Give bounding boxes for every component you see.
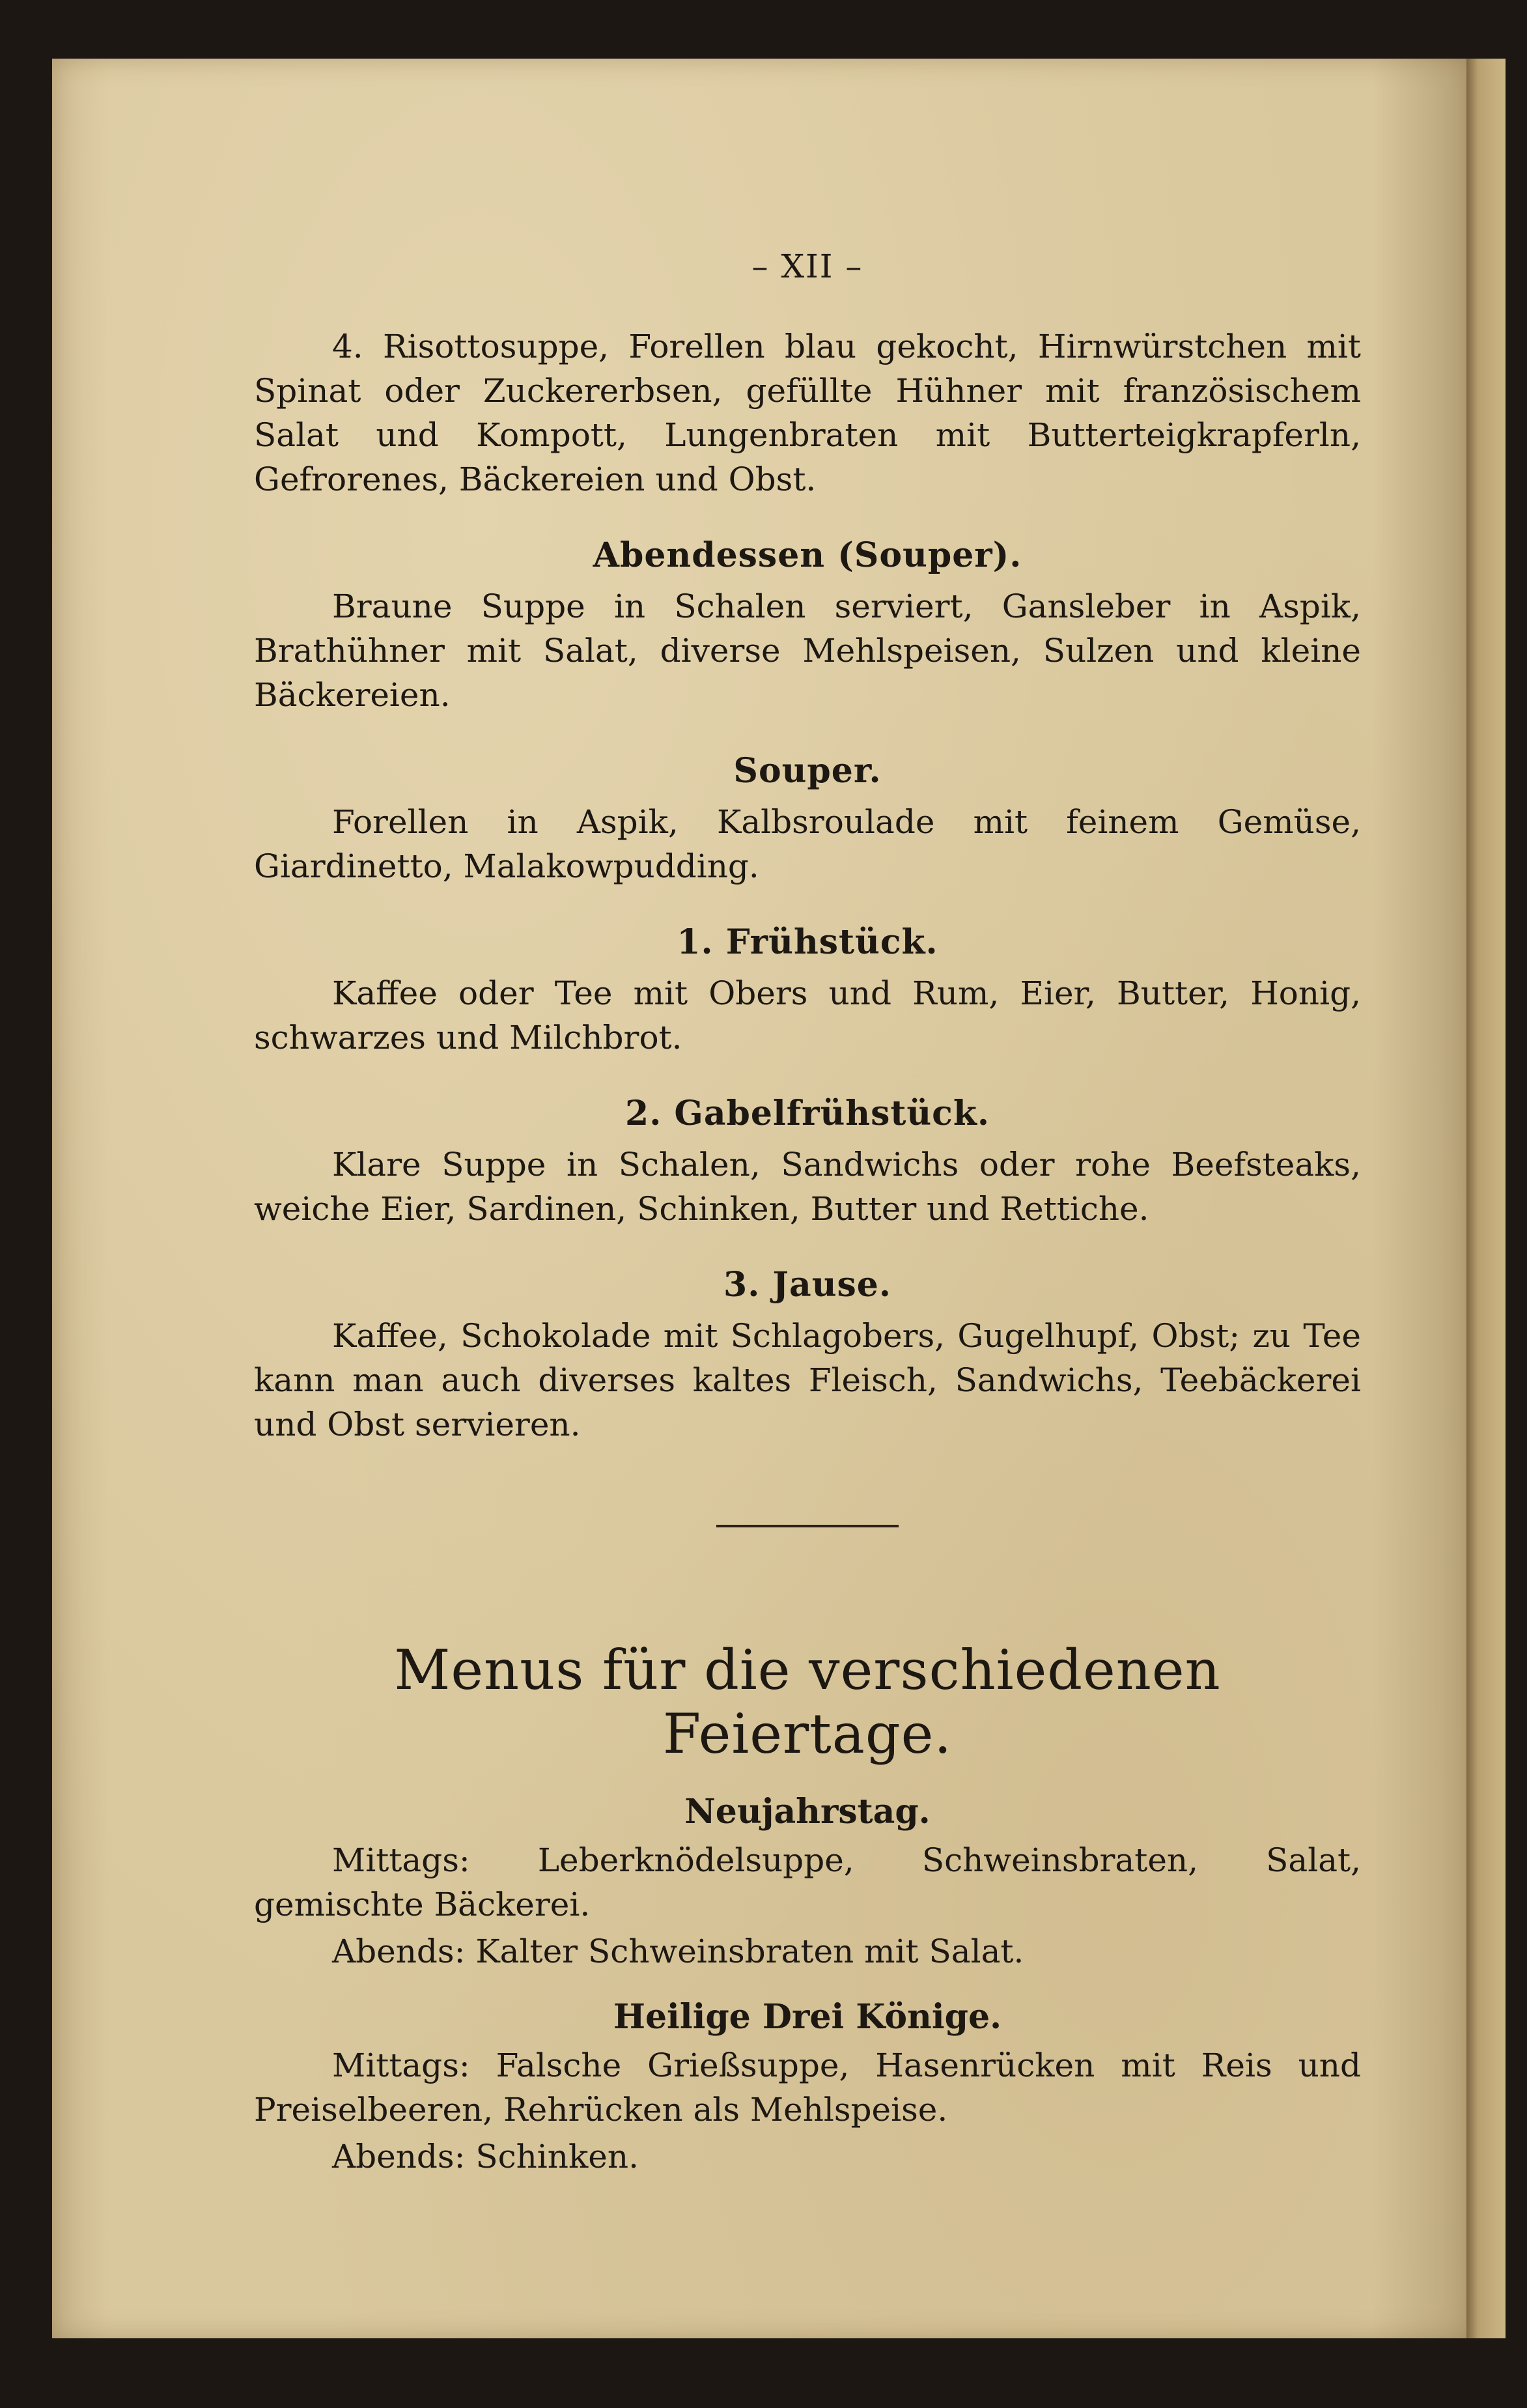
holiday-meal [254, 1929, 1361, 1974]
holiday-heading-new-year: Neujahrstag. [684, 1792, 931, 1832]
section-divider [716, 1525, 899, 1527]
course-heading-fork-breakfast: 2. Gabelfrühstück. [625, 1094, 990, 1133]
course-heading-jause: 3. Jause. [723, 1265, 891, 1305]
course-text-souper: Forellen in Aspik, Kalbsroulade mit feinem Gemüse, Giardinetto, Malakowpudding. [254, 803, 1361, 885]
meal-text: Falsche Grießsuppe, Hasenrücken mit Reis und Preiselbeeren, Rehrücken als Mehlspeise. [254, 2047, 1361, 2129]
page-content [254, 248, 1361, 2181]
meal-label: Abends: [332, 2138, 466, 2175]
holiday-meal [254, 2043, 1361, 2132]
course-heading-dinner: Abendessen (Souper). [593, 535, 1022, 575]
meal-text: Leberknödelsuppe, Schweinsbraten, Salat, gemischte Bäckerei. [254, 1841, 1361, 1923]
holiday-heading-epiphany: Heilige Drei Könige. [613, 1997, 1002, 2037]
meal-text: Schinken. [475, 2138, 639, 2175]
holiday-meal [254, 2134, 1361, 2179]
page-edge [1466, 59, 1506, 2338]
meal-label: Abends: [332, 1933, 466, 1970]
course-heading-souper: Souper. [733, 751, 882, 791]
course-text-dinner: Braune Suppe in Schalen serviert, Gansleber in Aspik, Brathühner mit Salat, diverse Mehlspeisen, Sulzen und kleine Bäckereien. [254, 588, 1361, 714]
course-heading-breakfast: 1. Frühstück. [677, 922, 938, 962]
course-text-breakfast: Kaffee oder Tee mit Obers und Rum, Eier, Butter, Honig, schwarzes und Milchbrot. [254, 974, 1361, 1056]
course-text-fork-breakfast: Klare Suppe in Schalen, Sandwichs oder rohe Beefsteaks, weiche Eier, Sardinen, Schinken, Butter und Rettiche. [254, 1146, 1361, 1228]
meal-label: Mittags: [332, 1841, 470, 1879]
page-number: – XII – [751, 248, 863, 285]
meal-text: Kalter Schweinsbraten mit Salat. [475, 1933, 1024, 1970]
holiday-meal [254, 1838, 1361, 1927]
course-text-jause: Kaffee, Schokolade mit Schlagobers, Gugelhupf, Obst; zu Tee kann man auch diverses kaltes Fleisch, Sandwichs, Teebäckerei und Obst servieren. [254, 1317, 1361, 1443]
section-title: Menus für die verschiedenen Feiertage. [394, 1638, 1221, 1766]
menu-item-4: 4. Risottosuppe, Forellen blau gekocht, Hirnwürstchen mit Spinat oder Zuckererbsen, gefüllte Hühner mit französischem Salat und Kompott, Lungenbraten mit Butterteigkrapferln, Gefrorenes, Bäckereien und Obst. [254, 328, 1361, 498]
meal-label: Mittags: [332, 2047, 470, 2084]
